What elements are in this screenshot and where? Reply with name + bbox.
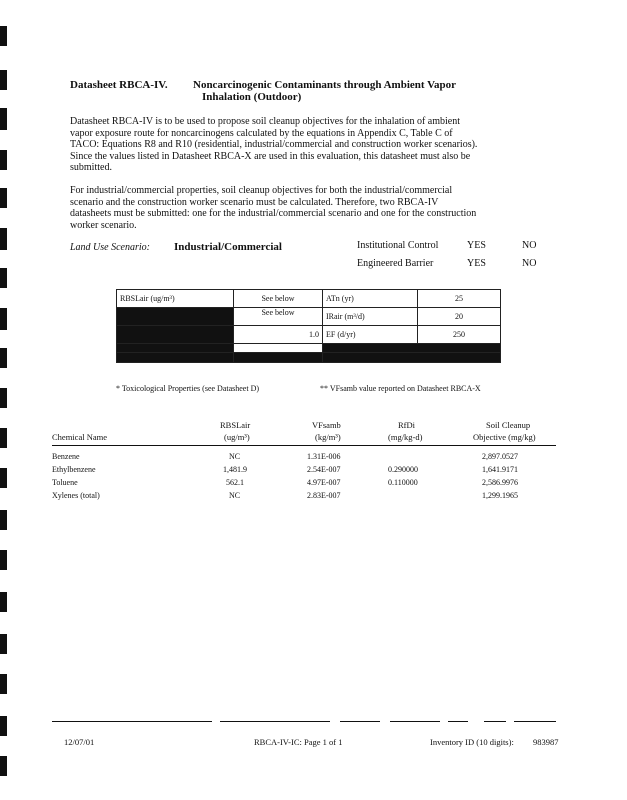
param-value: 1.0 — [234, 326, 323, 344]
param-value: 250 — [418, 326, 501, 344]
param-value: See below — [234, 308, 323, 326]
land-use-label: Land Use Scenario: — [70, 242, 150, 253]
binder-mark — [0, 108, 7, 130]
institutional-no[interactable]: NO — [522, 240, 537, 251]
param-label: IRair (m³/d) — [323, 308, 418, 326]
rfdi-value: 0.110000 — [388, 478, 418, 487]
footnote-toxicological: * Toxicological Properties (see Datasheet D) — [116, 384, 260, 393]
col-header-rbslair: RBSLair — [220, 420, 251, 430]
redacted-cell — [234, 353, 323, 363]
footer-rule — [448, 721, 468, 722]
binder-mark — [0, 716, 7, 736]
binder-mark — [0, 150, 7, 170]
vfsamb-value: 2.83E-007 — [307, 491, 341, 500]
footer-rule — [52, 721, 212, 722]
footnote-vfsamb: ** VFsamb value reported on Datasheet RBCA-X — [320, 384, 481, 393]
page-title: Noncarcinogenic Contaminants through Ambient Vapor — [193, 79, 457, 91]
rbslair-value: 1,481.9 — [223, 465, 247, 474]
rbslair-value: NC — [229, 452, 241, 461]
footer-rule — [340, 721, 380, 722]
binder-mark — [0, 388, 7, 408]
binder-mark — [0, 348, 7, 368]
land-use-value: Industrial/Commercial — [174, 241, 282, 253]
redacted-cell — [117, 308, 234, 326]
params-row — [117, 308, 501, 326]
vfsamb-value: 1.31E-006 — [307, 452, 341, 461]
rfdi-value: 0.290000 — [388, 465, 418, 474]
col-header-vfsamb-unit: (kg/m³) — [315, 432, 341, 442]
params-row — [117, 344, 501, 353]
objective-value: 2,897.0527 — [482, 452, 518, 461]
params-row — [117, 290, 501, 308]
institutional-yes[interactable]: YES — [467, 240, 486, 251]
binder-mark — [0, 70, 7, 90]
engineered-barrier-label: Engineered Barrier — [357, 258, 434, 269]
footer-rule — [514, 721, 556, 722]
col-header-soil-cleanup-unit: Objective (mg/kg) — [473, 432, 536, 442]
engineered-yes[interactable]: YES — [467, 258, 486, 269]
rbslair-value: NC — [229, 491, 241, 500]
binder-mark — [0, 510, 7, 530]
params-row — [117, 326, 501, 344]
param-value: 20 — [418, 308, 501, 326]
empty-cell — [234, 344, 323, 353]
engineered-no[interactable]: NO — [522, 258, 537, 269]
binder-mark — [0, 756, 7, 776]
param-label: EF (d/yr) — [323, 326, 418, 344]
intro-paragraph: Datasheet RBCA-IV is to be used to propose soil cleanup objectives for the inhalation of ambient vapor exposure route for noncarcinogens calculated by the equations in Appendix C, Table C of TACO: Equations R8 and R10 (residential, industrial/commercial and construction worker scenarios). Since the values listed in Datasheet RBCA-X are used in this evaluation, this datasheet must also be submitted. — [70, 116, 478, 173]
binder-mark — [0, 308, 7, 330]
parameters-table — [116, 289, 501, 363]
param-label: ATn (yr) — [323, 290, 418, 308]
footer-date: 12/07/01 — [64, 737, 95, 747]
objective-value: 1,299.1965 — [482, 491, 518, 500]
footer-page: RBCA-IV-IC: Page 1 of 1 — [254, 737, 343, 747]
col-header-rfdi: RfDi — [398, 420, 415, 430]
chemical-name: Xylenes (total) — [52, 491, 100, 500]
chemical-name: Benzene — [52, 452, 80, 461]
params-row — [117, 353, 501, 363]
scenario-paragraph: For industrial/commercial properties, soil cleanup objectives for both the industrial/commercial scenario and the construction worker scenario must be calculated. Therefore, two RBCA-IV datasheets must be submitted: one for the industrial/commercial scenario and one for the construction worker scenario. — [70, 185, 477, 231]
param-value: See below — [234, 290, 323, 308]
footer-rule — [220, 721, 330, 722]
vfsamb-value: 4.97E-007 — [307, 478, 341, 487]
footer-rule — [484, 721, 506, 722]
col-header-rfdi-unit: (mg/kg-d) — [388, 432, 423, 442]
binder-mark — [0, 674, 7, 694]
binder-mark — [0, 188, 7, 208]
footer-inventory-id: 983987 — [533, 737, 559, 747]
page-title-line2: Inhalation (Outdoor) — [202, 91, 302, 103]
binder-mark — [0, 268, 7, 288]
redacted-cell — [117, 353, 234, 363]
chemical-name: Toluene — [52, 478, 78, 487]
binder-mark — [0, 550, 7, 570]
col-header-rbslair-unit: (ug/m³) — [224, 432, 250, 442]
binder-mark — [0, 228, 7, 250]
param-value: 25 — [418, 290, 501, 308]
binder-mark — [0, 428, 7, 448]
param-label: RBSLair (ug/m³) — [117, 290, 234, 308]
binder-mark — [0, 634, 7, 654]
objective-value: 2,586.9976 — [482, 478, 518, 487]
binder-mark — [0, 468, 7, 488]
institutional-control-label: Institutional Control — [357, 240, 439, 251]
redacted-cell — [323, 344, 501, 353]
redacted-cell — [117, 344, 234, 353]
redacted-cell — [323, 353, 501, 363]
objective-value: 1,641.9171 — [482, 465, 518, 474]
rbslair-value: 562.1 — [226, 478, 244, 487]
col-header-soil-cleanup: Soil Cleanup — [486, 420, 531, 430]
footer-inventory-label: Inventory ID (10 digits): — [430, 737, 514, 747]
redacted-cell — [117, 326, 234, 344]
datasheet-id: Datasheet RBCA-IV. — [70, 79, 168, 91]
binder-mark — [0, 26, 7, 46]
vfsamb-value: 2.54E-007 — [307, 465, 341, 474]
col-header-vfsamb: VFsamb — [312, 420, 341, 430]
binder-mark — [0, 592, 7, 612]
header-divider — [52, 445, 556, 446]
footer-rule — [390, 721, 440, 722]
chemical-name: Ethylbenzene — [52, 465, 96, 474]
col-header-chemical-name: Chemical Name — [52, 432, 107, 442]
